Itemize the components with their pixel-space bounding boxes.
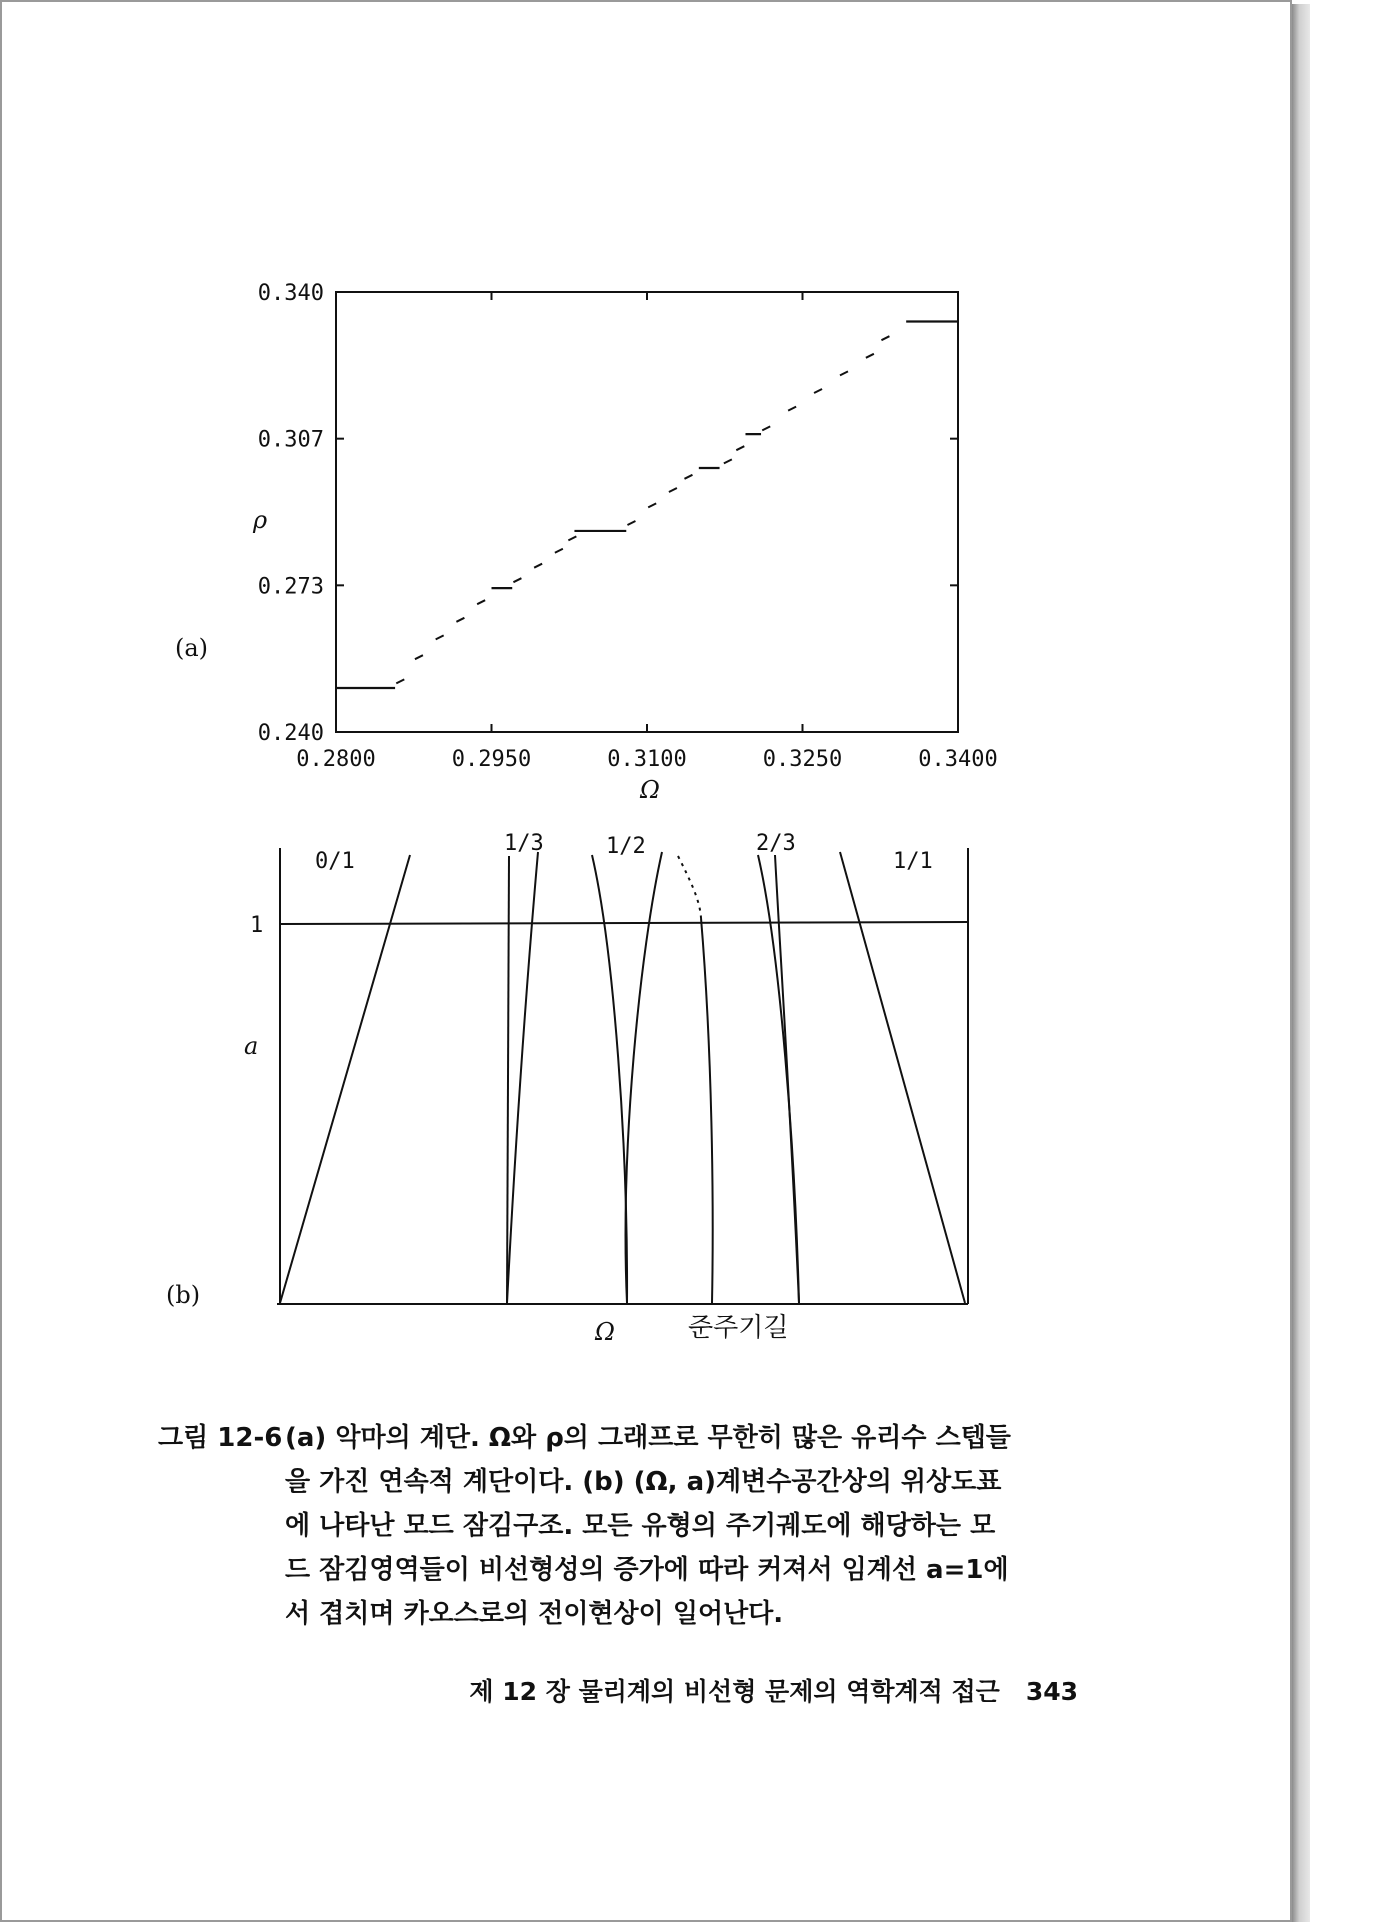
- data-point: [534, 564, 542, 568]
- region-label-0-1: 0/1: [315, 849, 355, 874]
- chart-b-panel-label: (b): [166, 1281, 201, 1309]
- y-tick-label: 0.307: [257, 427, 324, 453]
- chapter-title: 제 12 장 물리계의 비선형 문제의 역학계적 접근: [469, 1677, 1000, 1706]
- x-tick-label: 0.2950: [451, 747, 532, 772]
- data-point: [724, 459, 732, 463]
- chart-a-frame: [336, 292, 958, 732]
- data-point: [736, 446, 744, 450]
- region-label-1-1: 1/1: [893, 849, 933, 874]
- data-point: [840, 371, 848, 375]
- y-tick-label: 0.240: [257, 721, 324, 746]
- data-point: [881, 336, 889, 340]
- quasiperiodic-path-dotted: [678, 856, 701, 918]
- data-point: [477, 600, 485, 604]
- data-point: [436, 635, 444, 639]
- data-point: [415, 655, 423, 659]
- data-point: [568, 536, 576, 540]
- caption-body: [285, 1416, 1093, 1636]
- data-point: [513, 578, 521, 582]
- region-label-1-3: 1/3: [504, 831, 544, 856]
- page-footer: [469, 1672, 1078, 1708]
- y-tick-label: 0.273: [257, 574, 324, 600]
- region-label-2-3: 2/3: [756, 831, 796, 856]
- data-point: [396, 679, 404, 683]
- tongue-0-1-boundary: [280, 855, 410, 1303]
- page-number: 343: [1025, 1677, 1078, 1706]
- tongue-1-2-right-boundary: [626, 852, 662, 1303]
- data-point: [555, 549, 563, 553]
- caption-prefix: 그림 12-6: [158, 1423, 283, 1453]
- caption-line: (a) 악마의 계단. Ω와 ρ의 그래프로 무한히 많은 유리수 스텝들: [285, 1423, 1011, 1453]
- page-edge: [1292, 4, 1310, 1922]
- caption-line: 을 가진 연속적 계단이다. (b) (Ω, a)계변수공간상의 위상도표: [285, 1467, 1002, 1497]
- chart-a: [175, 281, 998, 804]
- x-tick-label: 0.3100: [607, 747, 687, 772]
- data-point: [627, 521, 635, 525]
- data-point: [814, 389, 822, 393]
- chart-b: [166, 831, 968, 1346]
- caption-line: 서 겹치며 카오스로의 전이현상이 일어난다.: [285, 1599, 784, 1629]
- data-point: [456, 618, 464, 622]
- x-tick-label: 0.3400: [918, 747, 998, 772]
- chart-a-ylabel: ρ: [253, 506, 268, 534]
- data-point: [684, 475, 692, 479]
- chart-b-ylabel: a: [244, 1032, 259, 1060]
- x-tick-label: 0.3250: [762, 747, 843, 772]
- quasiperiodic-path-line: [701, 918, 713, 1303]
- caption-line: 드 잠김영역들이 비선형성의 증가에 따라 커져서 임계선 a=1에: [285, 1555, 1009, 1585]
- chart-a-xlabel: Ω: [640, 776, 660, 804]
- tongue-1-1-boundary: [840, 852, 965, 1303]
- data-point: [648, 503, 656, 507]
- y-tick-label: 0.340: [257, 281, 324, 306]
- data-point: [669, 488, 677, 492]
- data-point: [762, 426, 770, 430]
- tongue-1-3-right-boundary: [507, 852, 538, 1303]
- caption-line: 에 나타난 모드 잠김구조. 모든 유형의 주기궤도에 해당하는 모: [285, 1511, 996, 1541]
- critical-line: [280, 922, 968, 924]
- chart-b-ytick-1: 1: [250, 913, 264, 938]
- chart-a-panel-label: (a): [175, 634, 209, 662]
- quasiperiodic-path-label: 준주기길: [688, 1313, 789, 1343]
- region-label-1-2: 1/2: [606, 834, 646, 859]
- chart-b-xlabel: Ω: [595, 1318, 615, 1346]
- x-tick-label: 0.2800: [296, 747, 376, 772]
- data-point: [866, 354, 874, 358]
- data-point: [788, 407, 796, 411]
